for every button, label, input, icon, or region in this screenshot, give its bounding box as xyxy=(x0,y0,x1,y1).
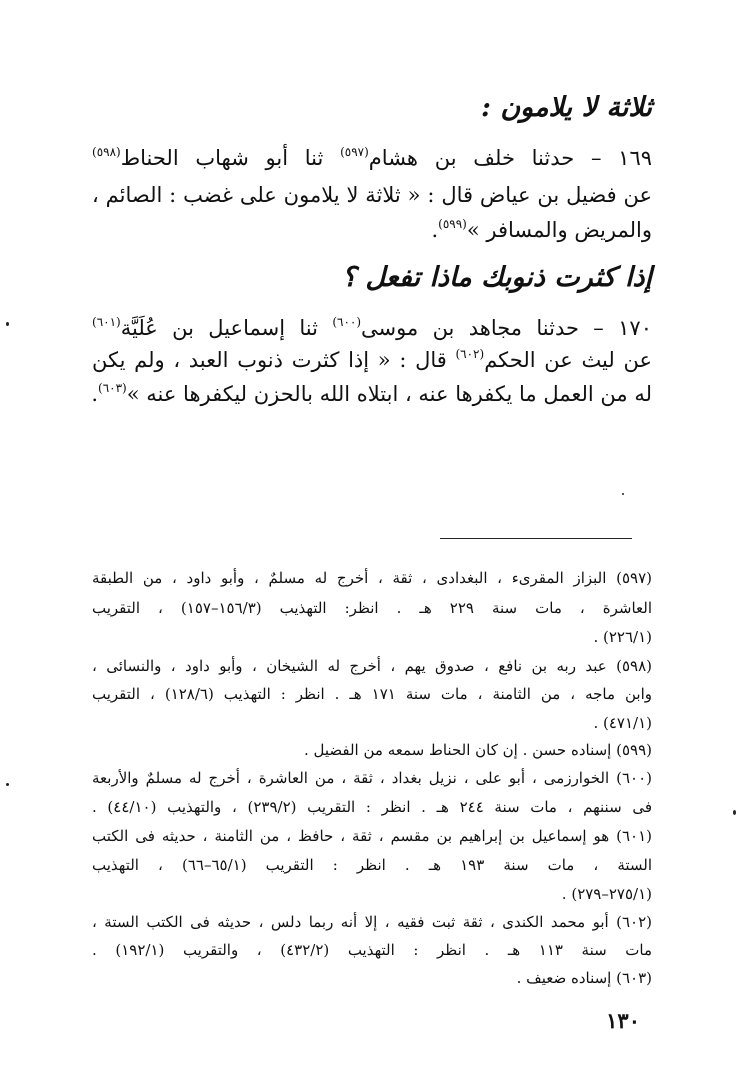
hadith-170-line-1: ١٧٠ – حدثنا مجاهد بن موسى$^{(٦٠٠)}$ ثنا إسماعيل بن عُلَيَّة$^{(٦٠١)}$ xyxy=(92,315,652,340)
footnote-line: (٦٠٢) أبو محمد الكندى ، ثقة ثبت فقيه ، إلا أنه ربما دلس ، حديثه فى الكتب الستة ، xyxy=(92,913,652,931)
footnote-line: الستة ، مات سنة ١٩٣ هـ . انظر : التقريب (٦٥/١–٦٦) ، التهذيب xyxy=(92,856,653,874)
footnote-reference: (٦٠١) xyxy=(92,315,121,329)
footnote-reference: (٥٩٨) xyxy=(92,145,121,159)
footnote-line: العاشرة ، مات سنة ٢٢٩ هـ . انظر: التهذيب (١٥٦/٣–١٥٧) ، التقريب xyxy=(92,599,653,617)
footnote-reference: (٦٠٣) xyxy=(98,381,127,395)
footnote-reference: (٦٠٠) xyxy=(332,315,362,329)
hadith-170-line-2: عن ليث عن الحكم$^{(٦٠٢)}$ قال : « إذا كثرت ذنوب العبد ، ولم يكن xyxy=(92,347,652,372)
hadith-169-line-2: عن فضيل بن عياض قال : « ثلاثة لا يلامون على غضب : الصائم ، xyxy=(92,183,652,207)
scan-speck xyxy=(6,783,9,786)
hadith-170-line-3: له من العمل ما يكفرها عنه ، ابتلاه الله بالحزن ليكفرها عنه »$^{(٦٠٣)}$. xyxy=(91,381,652,406)
section-heading-when-sins-increase: إذا كثرت ذنوبك ماذا تفعل ؟ xyxy=(341,262,652,293)
footnote-line: فى سننهم ، مات سنة ٢٤٤ هـ . انظر : التقريب (٢٣٩/٢) ، والتهذيب (٤٤/١٠) . xyxy=(92,798,652,816)
footnote-line: وابن ماجه ، من الثامنة ، مات سنة ١٧١ هـ . انظر : التهذيب (١٢٨/٦) ، التقريب xyxy=(92,685,652,703)
scan-speck xyxy=(622,493,624,495)
footnote-separator-rule xyxy=(440,538,632,539)
footnote-line: (٤٧١/١) . xyxy=(593,714,652,732)
page-number: ١٣٠ xyxy=(606,1008,640,1033)
footnote-line: (٥٩٩) إسناده حسن . إن كان الحناط سمعه من الفضيل . xyxy=(303,741,652,759)
footnote-reference: (٥٩٧) xyxy=(340,145,369,159)
footnote-line: (٥٩٧) البزاز المقرىء ، البغدادى ، ثقة ، أخرج له مسلمٌ ، وأبو داود ، من الطبقة xyxy=(92,569,652,587)
footnote-line: (٢٢٦/١) . xyxy=(593,628,652,646)
footnote-line: (٦٠١) هو إسماعيل بن إبراهيم بن مقسم ، ثقة ، حافظ ، من الثامنة ، حديثه فى الكتب xyxy=(92,827,652,845)
footnote-line: (٦٠٠) الخوارزمى ، أبو على ، نزيل بغداد ، ثقة ، من العاشرة ، أخرج له مسلمٌ والأربعة xyxy=(92,769,652,787)
hadith-169-line-1: ١٦٩ – حدثنا خلف بن هشام$^{(٥٩٧)}$ ثنا أبو شهاب الحناط$^{(٥٩٨)}$ xyxy=(92,145,653,170)
scan-speck xyxy=(6,322,9,326)
footnote-line: (٥٩٨) عبد ربه بن نافع ، صدوق يهم ، أخرج له الشيخان ، وأبو داود ، والنسائى ، xyxy=(92,657,652,675)
hadith-169-line-3: والمريض والمسافر »$^{(٥٩٩)}$. xyxy=(431,217,652,242)
footnote-reference: (٦٠٢) xyxy=(455,347,485,361)
footnote-line: (٢٧٥/١–٢٧٩) . xyxy=(561,885,652,903)
scan-speck xyxy=(733,810,736,815)
footnote-reference: (٥٩٩) xyxy=(438,217,467,231)
section-heading-three-not-blamed: ثلاثة لا يلامون : xyxy=(480,92,652,123)
footnote-line: (٦٠٣) إسناده ضعيف . xyxy=(516,969,652,987)
footnote-line: مات سنة ١١٣ هـ . انظر : التهذيب (٤٣٢/٢) ، والتقريب (١٩٢/١) . xyxy=(92,941,652,959)
